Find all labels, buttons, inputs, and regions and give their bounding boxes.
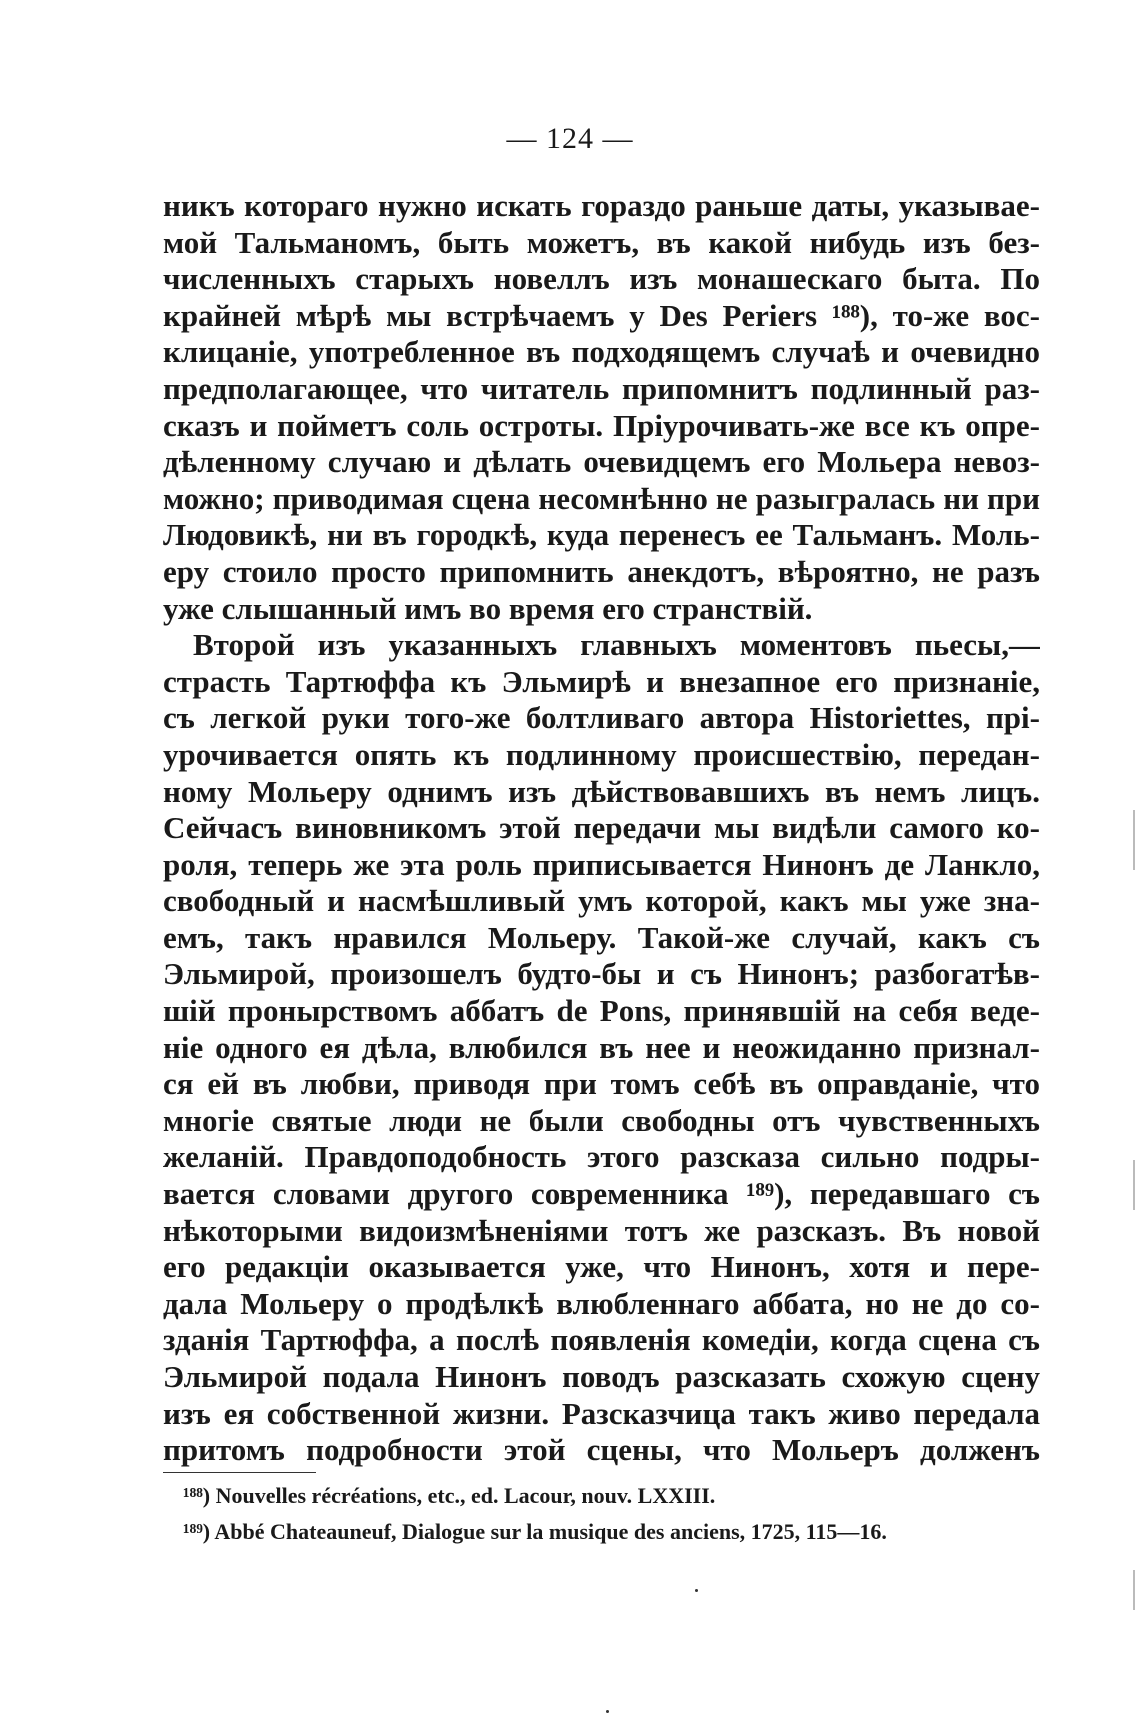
text-line: мой Тальманомъ, быть можетъ, въ какой нибудь изъ без- xyxy=(163,224,1040,260)
page-edge-mark xyxy=(1133,1570,1135,1610)
body-text xyxy=(163,188,1040,1469)
text-line: нѣкоторыми видоизмѣненіями тотъ же разсказъ. Въ новой xyxy=(163,1212,1040,1248)
text-line: ся ей въ любви, приводя при томъ себѣ въ оправданіе, что xyxy=(163,1066,1040,1102)
text-line: Людовикѣ, ни въ городкѣ, куда перенесъ ее Тальманъ. Моль- xyxy=(163,517,1040,553)
text-line: никъ котораго нужно искать гораздо раньше даты, указывае- xyxy=(163,188,1040,223)
text-line: клицаніе, употребленное въ подходящемъ случаѣ и очевидно xyxy=(163,334,1040,370)
text-line: емъ, такъ нравился Мольеру. Такой-же случай, какъ съ xyxy=(163,919,1040,955)
text-line: желаній. Правдоподобность этого разсказа сильно подры- xyxy=(163,1139,1040,1175)
text-line: роля, теперь же эта роль приписывается Нинонъ де Ланкло, xyxy=(163,846,1040,882)
text-line: крайней мѣрѣ мы встрѣчаемъ у Des Periers ¹⁸⁸), то-же вос- xyxy=(163,297,1040,333)
text-line: притомъ подробности этой сцены, что Мольеръ долженъ xyxy=(163,1432,1040,1468)
text-line: съ легкой руки того-же болтливаго автора Historiettes, прі- xyxy=(163,700,1040,736)
text-line: дѣленному случаю и дѣлать очевидцемъ его Мольера невоз- xyxy=(163,444,1040,480)
text-line: сказъ и пойметъ соль остроты. Пріурочивать-же все къ опре- xyxy=(163,407,1040,443)
footnote-rule xyxy=(163,1472,316,1473)
text-line: свободный и насмѣшливый умъ которой, какъ мы уже зна- xyxy=(163,883,1040,919)
text-line: страсть Тартюффа къ Эльмирѣ и внезапное его признаніе, xyxy=(163,663,1040,699)
speck xyxy=(695,1589,698,1592)
text-line: еру стоило просто припомнить анекдотъ, вѣроятно, не разъ xyxy=(163,553,1040,589)
text-line: изъ ея собственной жизни. Разсказчица такъ живо передала xyxy=(163,1395,1040,1431)
text-line: многіе святые люди не были свободны отъ чувственныхъ xyxy=(163,1102,1040,1138)
page-number: — 124 — xyxy=(506,122,634,155)
text-line: ніе одного ея дѣла, влюбился въ нее и неожиданно признал- xyxy=(163,1029,1040,1065)
text-line: шій пронырствомъ аббатъ de Pons, принявшій на себя веде- xyxy=(163,993,1040,1029)
speck xyxy=(606,1710,609,1713)
text-line: Эльмирой, произошелъ будто-бы и съ Нинонъ; разбогатѣв- xyxy=(163,956,1040,992)
text-line: уже слышанный имъ во время его странствій. xyxy=(163,590,813,626)
text-line: Эльмирой подала Нинонъ поводъ разсказать схожую сцену xyxy=(163,1359,1040,1394)
footnote-189: ¹⁸⁹) Abbé Chateauneuf, Dialogue sur la musique des anciens, 1725, 115—16. xyxy=(183,1519,887,1544)
text-line: ному Мольеру однимъ изъ дѣйствовавшихъ въ немъ лицъ. xyxy=(163,773,1040,809)
text-line: зданія Тартюффа, а послѣ появленія комедіи, когда сцена съ xyxy=(163,1322,1040,1358)
text-line: Второй изъ указанныхъ главныхъ моментовъ пьесы,— xyxy=(193,627,1040,663)
text-line: предполагающее, что читатель припомнитъ подлинный раз- xyxy=(163,370,1040,406)
text-line: вается словами другого современника ¹⁸⁹), передавшаго съ xyxy=(163,1176,1040,1212)
page-edge-mark xyxy=(1133,1160,1135,1210)
text-line: Сейчасъ виновникомъ этой передачи мы видѣли самого ко- xyxy=(163,810,1040,846)
text-line: урочивается опять къ подлинному происшествію, передан- xyxy=(163,736,1040,772)
text-line: его редакціи оказывается уже, что Нинонъ, хотя и пере- xyxy=(163,1249,1040,1285)
text-line: можно; приводимая сцена несомнѣнно не разыгралась ни при xyxy=(163,480,1040,516)
footnote-188: ¹⁸⁸) Nouvelles récréations, etc., ed. Lacour, nouv. LXXIII. xyxy=(183,1483,716,1508)
footnotes xyxy=(183,1478,1003,1550)
text-line: численныхъ старыхъ новеллъ изъ монашескаго быта. По xyxy=(163,261,1040,297)
text-line: дала Мольеру о продѣлкѣ влюбленнаго аббата, но не до со- xyxy=(163,1285,1040,1321)
page-edge-mark xyxy=(1133,810,1135,870)
